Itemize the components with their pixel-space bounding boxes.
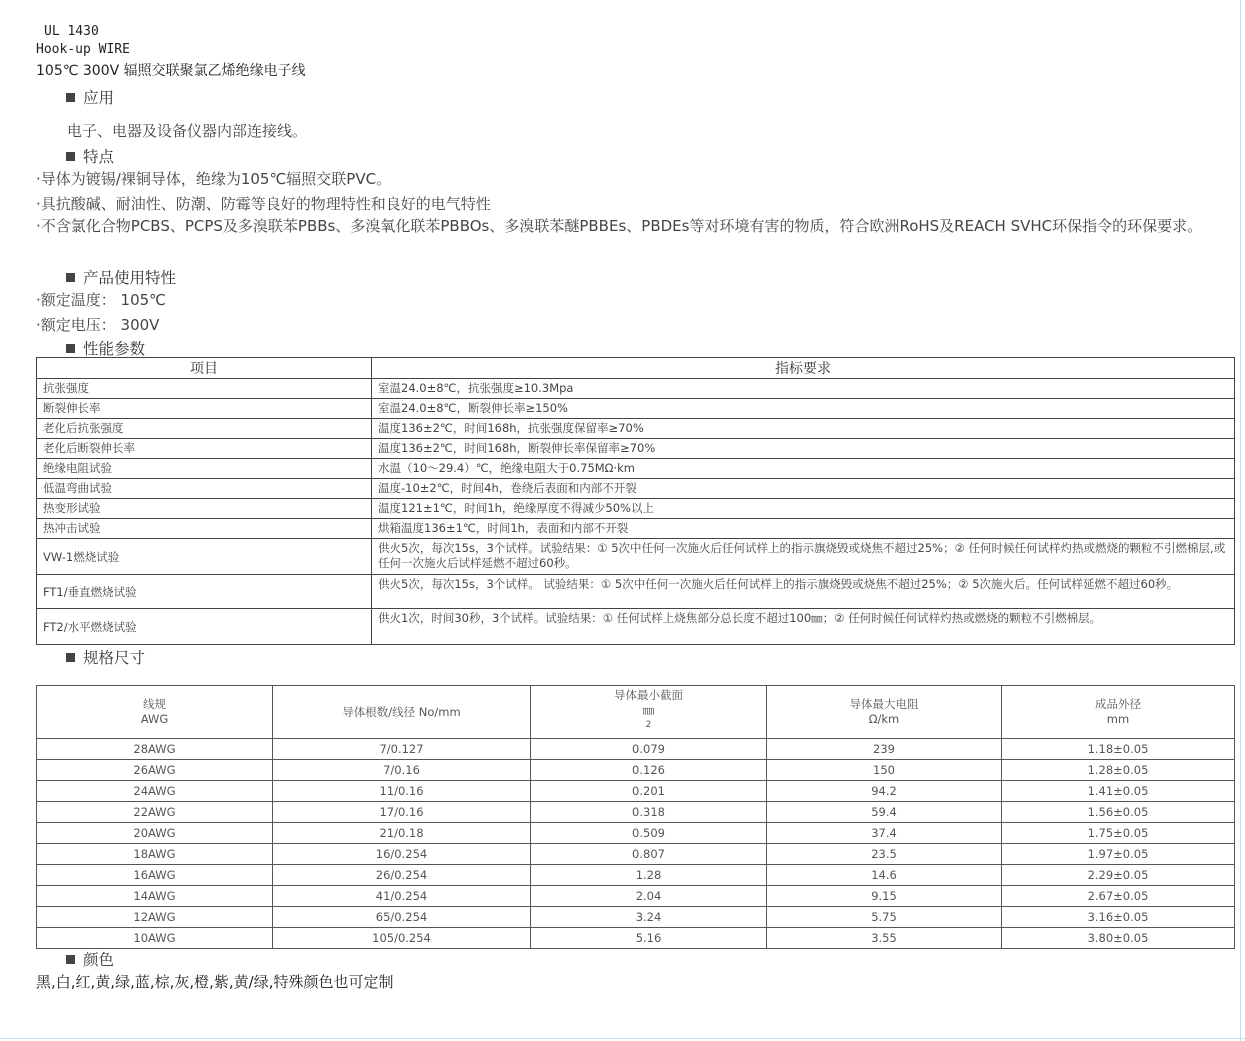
- table-cell: 供火1次，时间30秒，3个试样。试验结果：① 任何试样上烧焦部分总长度不超过100㎜；② 任何时候任何试样灼热或燃烧的颗粒不引燃棉层。: [372, 609, 1235, 645]
- table-cell: 41/0.254: [273, 886, 531, 907]
- square-bullet-icon: [66, 273, 75, 282]
- table-row: [37, 844, 1235, 865]
- table-cell: 老化后抗张强度: [37, 419, 372, 439]
- table-header: 导体最大电阻 Ω/km: [767, 686, 1002, 739]
- table-cell: 11/0.16: [273, 781, 531, 802]
- table-header: 导体最小截面 ㎜ $^2$: [531, 686, 767, 739]
- table-cell: 10AWG: [37, 928, 273, 949]
- table-cell: 7/0.127: [273, 739, 531, 760]
- table-cell: 2.67±0.05: [1002, 886, 1235, 907]
- table-cell: 26/0.254: [273, 865, 531, 886]
- table-cell: 17/0.16: [273, 802, 531, 823]
- section-performance-heading: 性能参数: [66, 337, 145, 359]
- table-cell: 绝缘电阻试验: [37, 459, 372, 479]
- table-cell: 热冲击试验: [37, 519, 372, 539]
- table-header: 项目: [37, 358, 372, 379]
- square-bullet-icon: [66, 344, 75, 353]
- table-cell: 1.97±0.05: [1002, 844, 1235, 865]
- table-cell: 16AWG: [37, 865, 273, 886]
- table-cell: 1.28±0.05: [1002, 760, 1235, 781]
- table-header: 指标要求: [372, 358, 1235, 379]
- table-cell: 5.75: [767, 907, 1002, 928]
- table-cell: 239: [767, 739, 1002, 760]
- table-cell: 抗张强度: [37, 379, 372, 399]
- square-bullet-icon: [66, 152, 75, 161]
- section-usage-heading: 产品使用特性: [66, 266, 176, 288]
- table-cell: 14.6: [767, 865, 1002, 886]
- table-header: 导体根数/线径 No/mm: [273, 686, 531, 739]
- table-row: [37, 928, 1235, 949]
- performance-table: [36, 357, 1235, 645]
- spec-table: [36, 685, 1235, 949]
- table-cell: 老化后断裂伸长率: [37, 439, 372, 459]
- table-row: [37, 760, 1235, 781]
- table-cell: 0.126: [531, 760, 767, 781]
- square-bullet-icon: [66, 955, 75, 964]
- table-cell: 20AWG: [37, 823, 273, 844]
- table-cell: 室温24.0±8℃，断裂伸长率≥150%: [372, 399, 1235, 419]
- table-cell: 22AWG: [37, 802, 273, 823]
- table-cell: VW-1燃烧试验: [37, 539, 372, 575]
- table-cell: 59.4: [767, 802, 1002, 823]
- table-cell: 5.16: [531, 928, 767, 949]
- table-cell: 3.16±0.05: [1002, 907, 1235, 928]
- table-cell: 0.079: [531, 739, 767, 760]
- table-cell: 1.41±0.05: [1002, 781, 1235, 802]
- color-text: 黑,白,红,黄,绿,蓝,棕,灰,橙,紫,黄/绿,特殊颜色也可定制: [36, 973, 394, 991]
- feature-item: ·不含氯化合物PCBS、PCPS及多溴联苯PBBs、多溴氧化联苯PBBOs、多溴联苯醚PBBEs、PBDEs等对环境有害的物质，符合欧洲RoHS及REACH SVHC环保指令的环保要求。: [36, 217, 1203, 235]
- table-cell: 1.56±0.05: [1002, 802, 1235, 823]
- table-cell: 28AWG: [37, 739, 273, 760]
- table-cell: 烘箱温度136±1℃，时间1h，表面和内部不开裂: [372, 519, 1235, 539]
- table-cell: 3.80±0.05: [1002, 928, 1235, 949]
- table-row: [37, 907, 1235, 928]
- table-cell: 0.201: [531, 781, 767, 802]
- table-cell: 温度121±1℃，时间1h，绝缘厚度不得减少50%以上: [372, 499, 1235, 519]
- feature-item: ·具抗酸碱、耐油性、防潮、防霉等良好的物理特性和良好的电气特性: [36, 195, 491, 213]
- table-header: 线规 AWG: [37, 686, 273, 739]
- table-cell: 105/0.254: [273, 928, 531, 949]
- table-cell: 室温24.0±8℃，抗张强度≥10.3Mpa: [372, 379, 1235, 399]
- table-cell: 1.18±0.05: [1002, 739, 1235, 760]
- table-header: 成品外径 mm: [1002, 686, 1235, 739]
- table-row: [37, 739, 1235, 760]
- table-cell: 7/0.16: [273, 760, 531, 781]
- table-cell: 23.5: [767, 844, 1002, 865]
- square-bullet-icon: [66, 93, 75, 102]
- page-right-border: [1240, 0, 1241, 1041]
- table-cell: 热变形试验: [37, 499, 372, 519]
- table-cell: 2.04: [531, 886, 767, 907]
- table-cell: 26AWG: [37, 760, 273, 781]
- table-cell: 3.24: [531, 907, 767, 928]
- section-spec-heading: 规格尺寸: [66, 646, 145, 668]
- table-cell: 温度136±2℃，时间168h，抗张强度保留率≥70%: [372, 419, 1235, 439]
- table-row: [37, 886, 1235, 907]
- table-cell: 94.2: [767, 781, 1002, 802]
- table-cell: 断裂伸长率: [37, 399, 372, 419]
- table-cell: 温度136±2℃，时间168h，断裂伸长率保留率≥70%: [372, 439, 1235, 459]
- table-cell: 150: [767, 760, 1002, 781]
- table-cell: 24AWG: [37, 781, 273, 802]
- table-cell: 1.28: [531, 865, 767, 886]
- section-application-heading: 应用: [66, 86, 114, 108]
- table-cell: 21/0.18: [273, 823, 531, 844]
- table-cell: 低温弯曲试验: [37, 479, 372, 499]
- table-cell: 0.509: [531, 823, 767, 844]
- table-cell: FT1/垂直燃烧试验: [37, 575, 372, 609]
- usage-item: ·额定温度： 105℃: [36, 291, 167, 309]
- table-cell: 65/0.254: [273, 907, 531, 928]
- table-cell: 0.807: [531, 844, 767, 865]
- table-cell: 水温（10～29.4）℃，绝缘电阻大于0.75MΩ·km: [372, 459, 1235, 479]
- section-features-heading: 特点: [66, 145, 114, 167]
- table-cell: 16/0.254: [273, 844, 531, 865]
- product-name: Hook-up WIRE: [36, 42, 130, 57]
- table-cell: 1.75±0.05: [1002, 823, 1235, 844]
- table-cell: 14AWG: [37, 886, 273, 907]
- table-cell: 3.55: [767, 928, 1002, 949]
- table-row: [37, 823, 1235, 844]
- table-cell: 9.15: [767, 886, 1002, 907]
- table-cell: 温度-10±2℃，时间4h，卷绕后表面和内部不开裂: [372, 479, 1235, 499]
- square-bullet-icon: [66, 653, 75, 662]
- page-bottom-border: [0, 1038, 1245, 1039]
- table-row: [37, 781, 1235, 802]
- usage-item: ·额定电压： 300V: [36, 316, 160, 334]
- table-cell: 供火5次，每次15s，3个试样。试验结果：① 5次中任何一次施火后任何试样上的指示旗烧毁或烧焦不超过25%；② 任何时候任何试样灼热或燃烧的颗粒不引燃棉层,或任何一次施火后试样延燃不超过60秒。: [372, 539, 1235, 575]
- table-cell: 37.4: [767, 823, 1002, 844]
- table-row: [37, 802, 1235, 823]
- table-cell: 18AWG: [37, 844, 273, 865]
- feature-item: ·导体为镀锡/裸铜导体，绝缘为105℃辐照交联PVC。: [36, 170, 392, 188]
- table-cell: FT2/水平燃烧试验: [37, 609, 372, 645]
- application-text: 电子、电器及设备仪器内部连接线。: [67, 122, 308, 140]
- product-subtitle: 105℃ 300V 辐照交联聚氯乙烯绝缘电子线: [36, 63, 306, 79]
- product-code: UL 1430: [44, 24, 99, 39]
- table-cell: 供火5次，每次15s，3个试样。 试验结果：① 5次中任何一次施火后任何试样上的指示旗烧毁或烧焦不超过25%；② 5次施火后。任何试样延燃不超过60秒。: [372, 575, 1235, 609]
- table-cell: 2.29±0.05: [1002, 865, 1235, 886]
- table-row: [37, 865, 1235, 886]
- table-cell: 0.318: [531, 802, 767, 823]
- table-cell: 12AWG: [37, 907, 273, 928]
- section-color-heading: 颜色: [66, 948, 114, 970]
